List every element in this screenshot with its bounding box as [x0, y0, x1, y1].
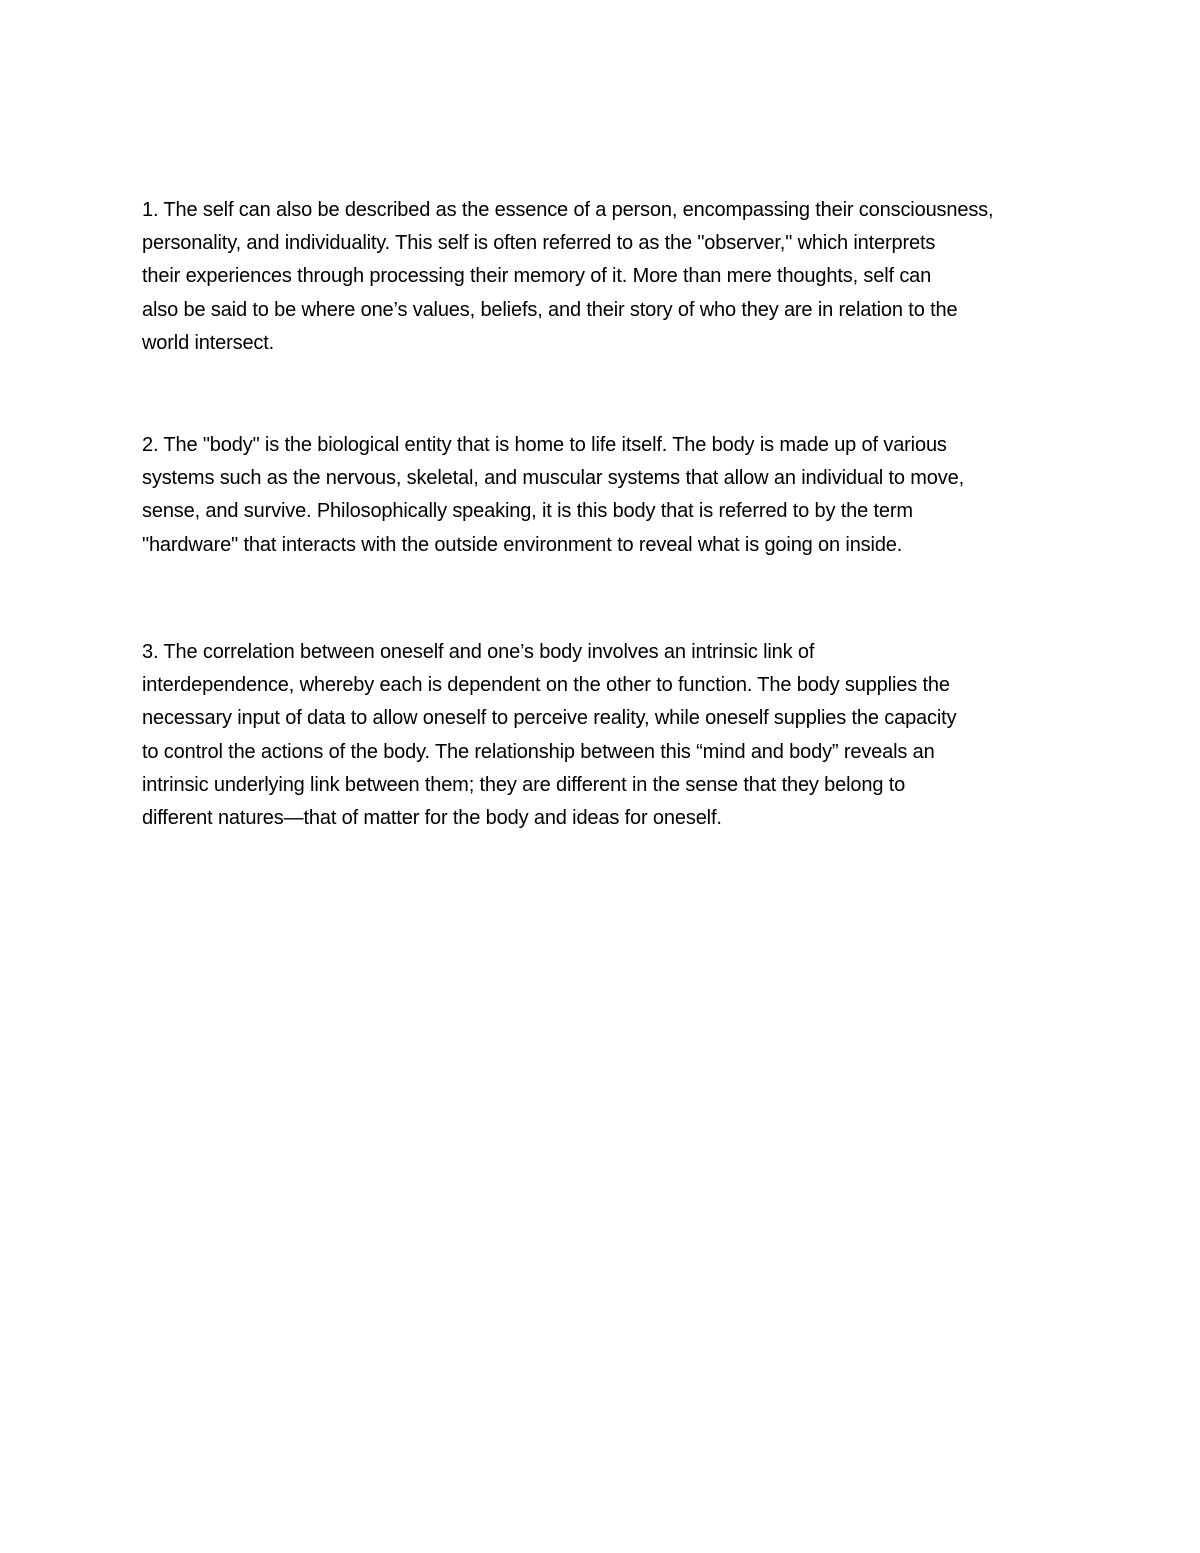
paragraph-line: 3. The correlation between oneself and one’s body involves an intrinsic link of: [142, 641, 815, 663]
paragraph-line: to control the actions of the body. The relationship between this “mind and body” reveals an: [142, 740, 935, 763]
paragraph-line: intrinsic underlying link between them; they are different in the sense that they belong to: [142, 773, 906, 796]
paragraph-line: also be said to be where one’s values, beliefs, and their story of who they are in relation to the: [142, 298, 958, 321]
paragraph-line: interdependence, whereby each is dependent on the other to function. The body supplies the: [142, 674, 950, 697]
paragraph-line: sense, and survive. Philosophically speaking, it is this body that is referred to by the term: [142, 500, 913, 523]
paragraph-line: necessary input of data to allow oneself to perceive reality, while oneself supplies the capacity: [142, 707, 957, 730]
paragraph-3: [142, 636, 956, 835]
paragraph-1: [142, 194, 993, 360]
paragraph-2: [142, 429, 964, 562]
paragraph-line: their experiences through processing their memory of it. More than mere thoughts, self can: [142, 265, 932, 288]
paragraph-line: 1. The self can also be described as the essence of a person, encompassing their consciousness,: [142, 199, 994, 221]
paragraph-line: world intersect.: [142, 331, 275, 354]
paragraph-line: "hardware" that interacts with the outside environment to reveal what is going on inside.: [142, 533, 903, 556]
paragraph-line: personality, and individuality. This self is often referred to as the "observer," which interprets: [142, 232, 936, 255]
paragraph-line: 2. The "body" is the biological entity that is home to life itself. The body is made up of various: [142, 434, 947, 456]
paragraph-line: systems such as the nervous, skeletal, and muscular systems that allow an individual to move,: [142, 467, 964, 490]
paragraph-line: different natures—that of matter for the body and ideas for oneself.: [142, 807, 722, 830]
